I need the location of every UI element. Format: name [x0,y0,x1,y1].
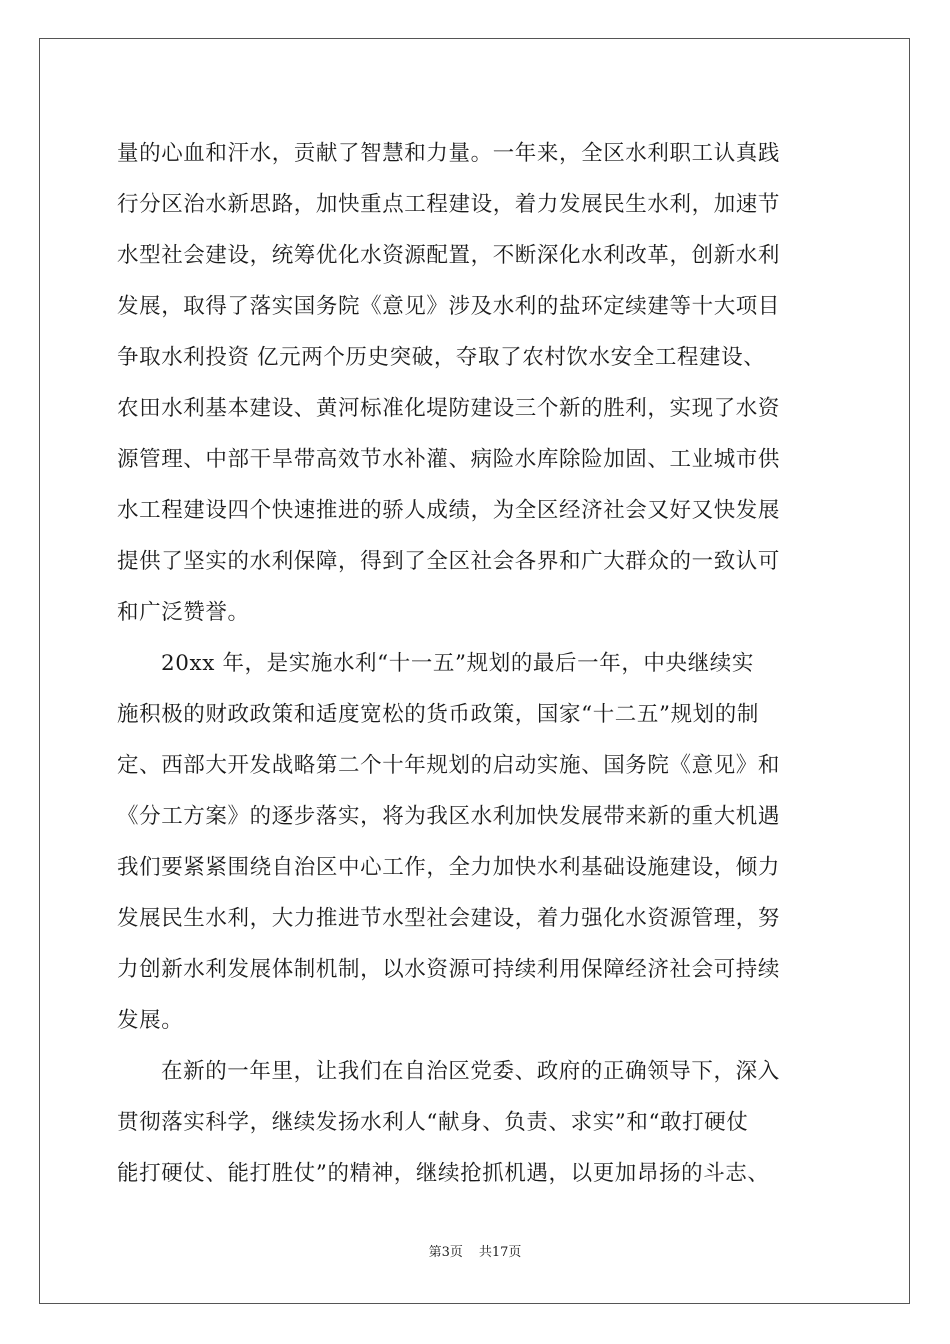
text-line: 农田水利基本建设、黄河标准化堤防建设三个新的胜利，实现了水资 [117,396,781,421]
text-line: 我们要紧紧围绕自治区中心工作，全力加快水利基础设施建设，倾力 [117,855,781,880]
page-footer [0,1244,950,1262]
text-line: 量的心血和汗水，贡献了智慧和力量。一年来，全区水利职工认真践 [117,141,781,166]
text-line: 发展，取得了落实国务院《意见》涉及水利的盐环定续建等十大项目 [117,294,781,319]
text-line: 施积极的财政政策和适度宽松的货币政策，国家“十二五”规划的制 [117,702,759,727]
text-line: 定、西部大开发战略第二个十年规划的启动实施、国务院《意见》和 [117,753,781,778]
text-line: 《分工方案》的逐步落实，将为我区水利加快发展带来新的重大机遇 [117,804,781,829]
text-line: 行分区治水新思路，加快重点工程建设，着力发展民生水利，加速节 [117,192,781,217]
text-line: 在新的一年里，让我们在自治区党委、政府的正确领导下，深入 [161,1059,780,1084]
text-line: 发展民生水利，大力推进节水型社会建设，着力强化水资源管理，努 [117,906,781,931]
text-line: 源管理、中部干旱带高效节水补灌、病险水库除险加固、工业城市供 [117,447,781,472]
document-body [117,128,833,1199]
text-line: 争取水利投资 亿元两个历史突破，夺取了农村饮水安全工程建设、 [117,345,766,370]
text-line: 贯彻落实科学，继续发扬水利人“献身、负责、求实”和“敢打硬仗 [117,1110,749,1135]
page-number-current: 第3页 [428,1245,463,1260]
text-line: 水型社会建设，统筹优化水资源配置，不断深化水利改革，创新水利 [117,243,781,268]
text-line: 和广泛赞誉。 [117,600,250,625]
text-line: 力创新水利发展体制机制，以水资源可持续利用保障经济社会可持续 [117,957,781,982]
text-line: 能打硬仗、能打胜仗”的精神，继续抢抓机遇，以更加昂扬的斗志、 [117,1161,770,1186]
text-line: 提供了坚实的水利保障，得到了全区社会各界和广大群众的一致认可 [117,549,781,574]
page-number-total: 共17页 [478,1245,522,1260]
text-line: 发展。 [117,1008,184,1033]
text-line: 水工程建设四个快速推进的骄人成绩，为全区经济社会又好又快发展 [117,498,781,523]
text-line: 20xx 年，是实施水利“十一五”规划的最后一年，中央继续实 [161,651,754,676]
